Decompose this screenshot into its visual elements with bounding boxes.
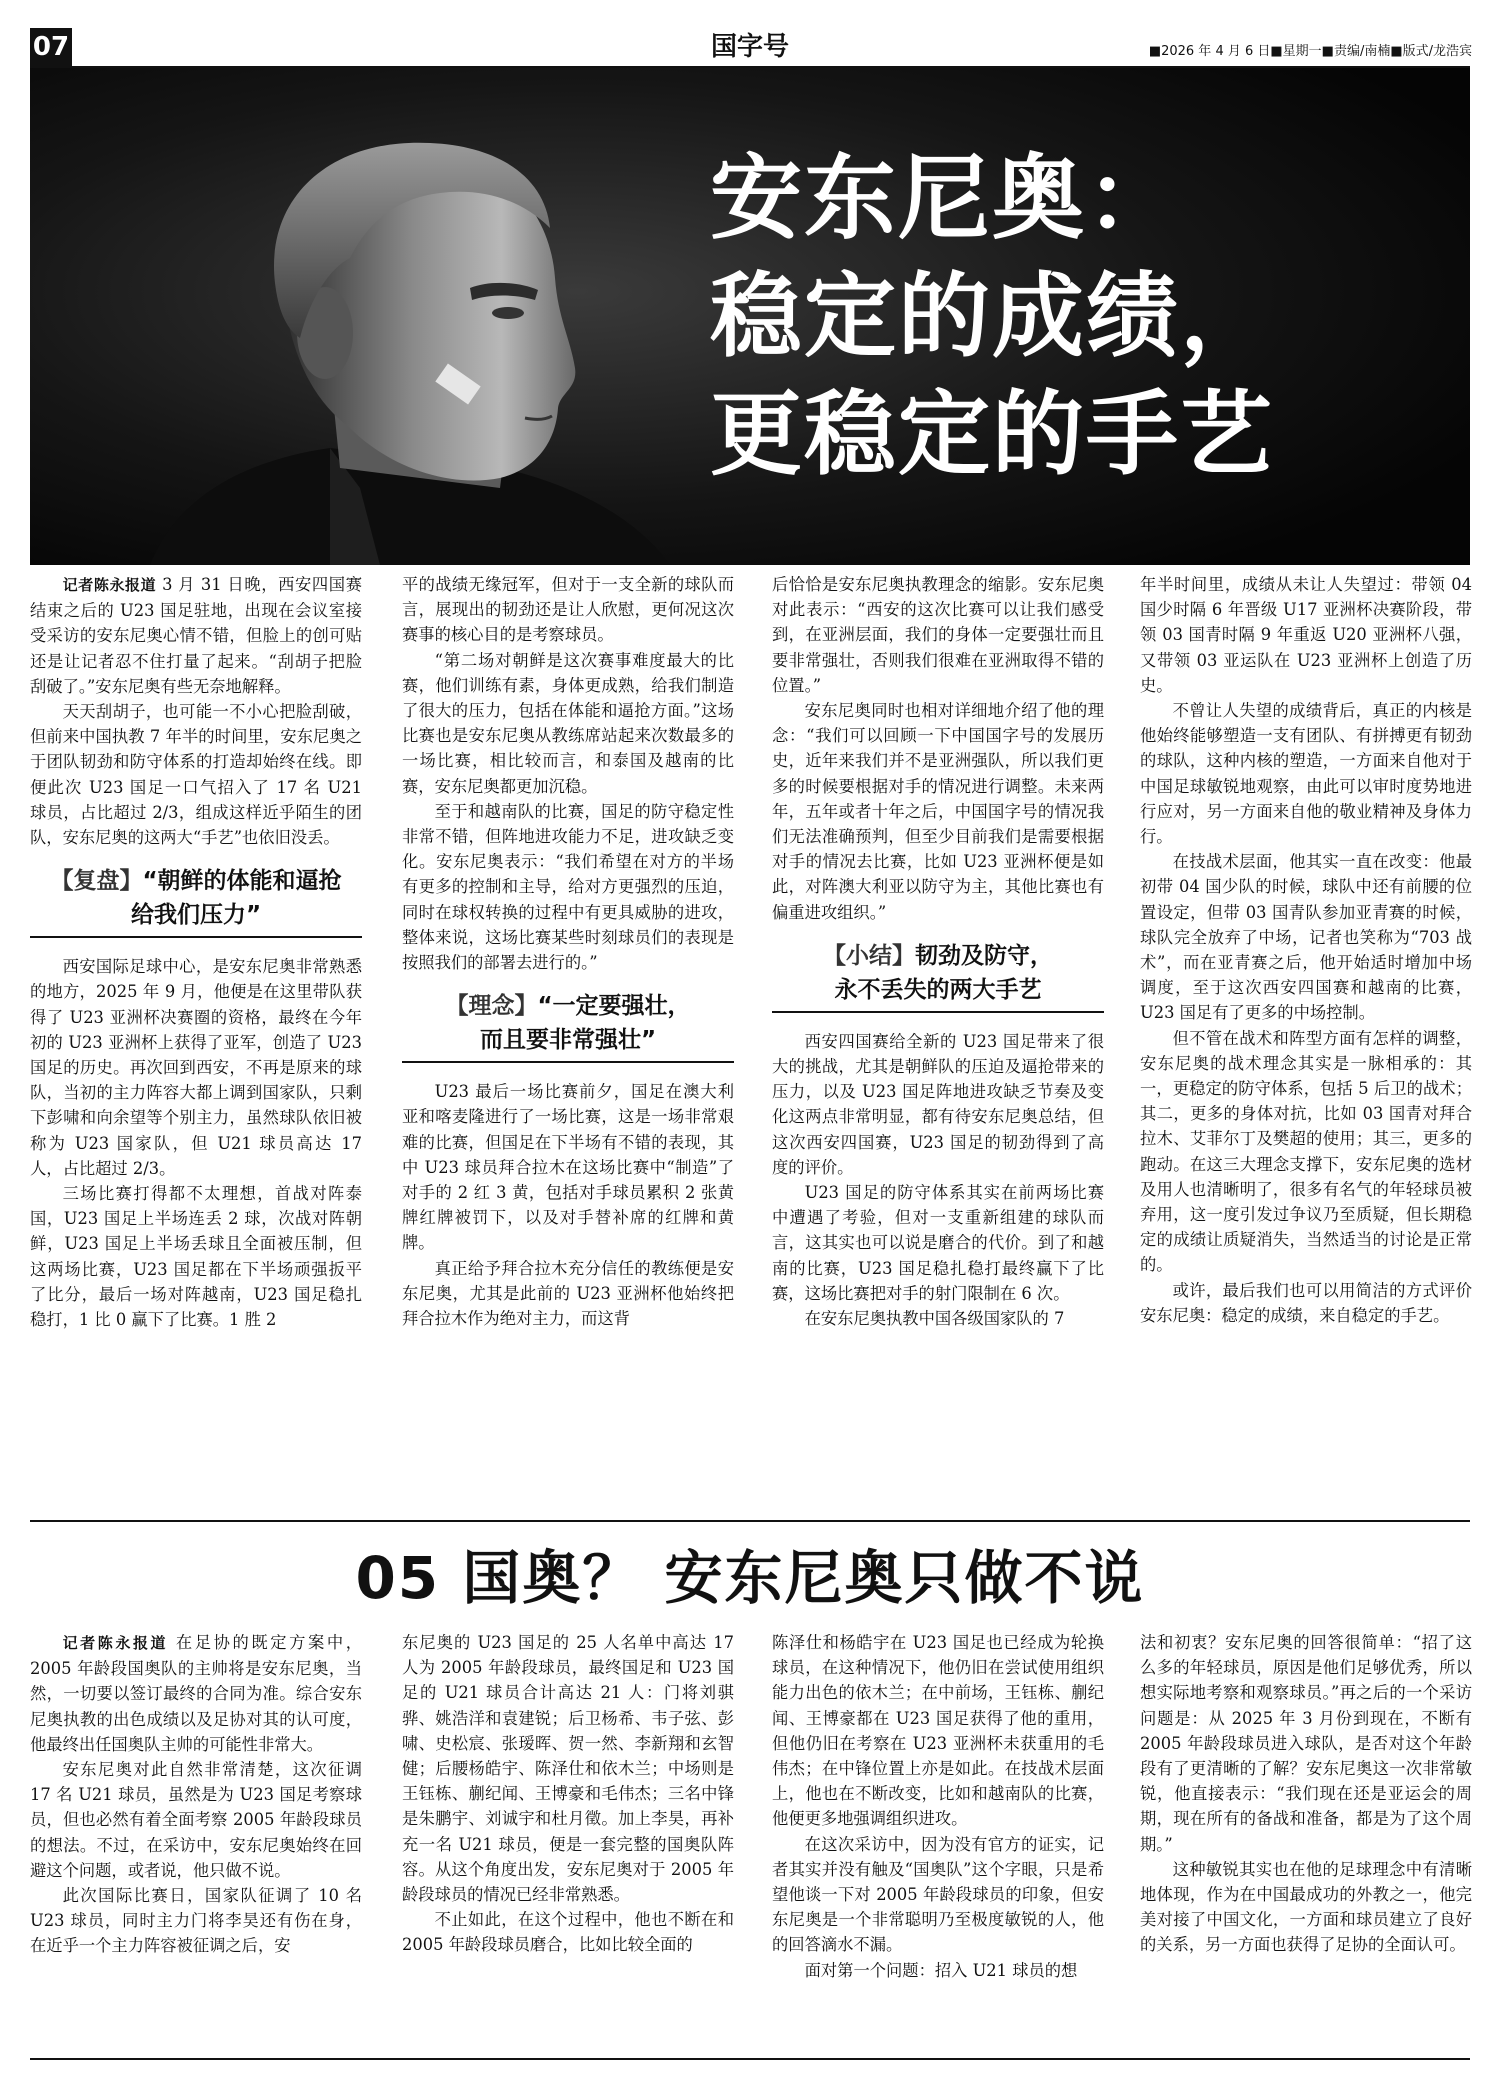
- headline-line-1: 安东尼奥：: [710, 145, 1181, 252]
- article2-column-2: [402, 1630, 734, 1958]
- article2-column-4: [1140, 1630, 1472, 1958]
- article2-col2-para-1: 东尼奥的 U23 国足的 25 人名单中高达 17 人为 2005 年龄段球员，最终国足和 U23 国足的 U21 球员合计高达 21 人：门将刘骐骅、姚浩洋和袁建锐；后卫杨希、韦子弦、彭啸、史松宸、张瑷晖、贺一然、李新翔和玄智健；后腰杨皓宇、陈泽仕和依木兰；中场则是王钰栋、蒯纪闻、王博豪和毛伟杰；三名中锋是朱鹏宇、刘诚宇和杜月徵。加上李昊，再补充一名 U21 球员，便是一套完整的国奥队阵容。从这个角度出发，安东尼奥对于 2005 年龄段球员的情况已经非常熟悉。: [402, 1633, 734, 1905]
- subhead-fupan-line-1: “朝鲜的体能和逼抢: [142, 868, 342, 895]
- article1-column-2: [402, 572, 734, 1331]
- article1-col1-para-1: [30, 572, 362, 699]
- subhead-linian-line-2: 而且要非常强壮”: [479, 1027, 657, 1054]
- article1-col4-para-1: 年半时间里，成绩从未让人失望过：带领 04 国少时隔 6 年晋级 U17 亚洲杯决赛阶段，带领 03 国青时隔 9 年重返 U20 亚洲杯八强，又带领 03 亚运队在 U23 亚洲杯上创造了历史。: [1140, 575, 1472, 695]
- article-divider: [30, 1520, 1470, 1522]
- subhead-xiaojie-line-1: 韧劲及防守，: [915, 942, 1053, 969]
- article2-col4-para-1: 法和初衷？安东尼奥的回答很简单：“招了这么多的年轻球员，原因是他们足够优秀，所以想实际地考察和观察球员。”再之后的一个采访问题是：从 2025 年 3 月份到现在，不断有 2005 年龄段球员进入球队，是否对这个年龄段有了更清晰的了解？安东尼奥这一次非常敏锐，他直接表示：“我们现在还是亚运会的周期，现在所有的备战和准备，都是为了这个周期。”: [1140, 1633, 1472, 1854]
- article2-col1-para-1: [30, 1630, 362, 1757]
- article2-col3-para-1: 陈泽仕和杨皓宇在 U23 国足也已经成为轮换球员，在这种情况下，他仍旧在尝试使用组织能力出色的依木兰；在中前场，王钰栋、蒯纪闻、王博豪都在 U23 国足获得了他的重用，但他仍旧在考察在 U23 亚洲杯未获重用的毛伟杰；在中锋位置上亦是如此。在技战术层面上，他也在不断改变，比如和越南队的比赛，他便更多地强调组织进攻。: [772, 1633, 1104, 1829]
- article2-byline: 记者陈永报道: [62, 1634, 169, 1652]
- article2-headline: 05 国奥？ 安东尼奥只做不说: [355, 1544, 1145, 1612]
- article1-byline: 记者陈永报道: [62, 576, 157, 594]
- subhead-fupan-line-2: 给我们压力”: [130, 902, 262, 929]
- subhead-linian-line-1: “一定要强壮，: [537, 993, 691, 1020]
- article1-column-1: [30, 572, 362, 1332]
- footer-rule: [30, 2058, 1470, 2060]
- article1-col4-para-5: 或许，最后我们也可以用简洁的方式评价安东尼奥：稳定的成绩，来自稳定的手艺。: [1140, 1280, 1472, 1325]
- article1-col3-para-5: 在安东尼奥执教中国各级国家队的 7: [804, 1309, 1065, 1329]
- subhead-fupan-tag: 【复盘】: [50, 868, 143, 895]
- article1-col4-para-2: 不曾让人失望的成绩背后，真正的内核是他始终能够塑造一支有团队、有拼搏更有韧劲的球队，这种内核的塑造，一方面来自他对于中国足球敏锐地观察，由此可以审时度势地进行应对，另一方面来自他的敬业精神及身体力行。: [1140, 701, 1472, 847]
- article1-col4-para-4: 但不管在战术和阵型方面有怎样的调整，安东尼奥的战术理念其实是一脉相承的：其一，更稳定的防守体系，包括 5 后卫的战术；其二，更多的身体对抗，比如 03 国青对拜合拉木、艾菲尔丁及樊超的使用；其三，更多的跑动。在这三大理念支撑下，安东尼奥的选材及用人也清晰明了，很多有名气的年轻球员被弃用，这一度引发过争议乃至质疑，但长期稳定的成绩让质疑消失，当然适当的讨论是正常的。: [1140, 1028, 1472, 1275]
- article2-col1-para-2: 安东尼奥对此自然非常清楚，这次征调 17 名 U21 球员，虽然是为 U23 国足考察球员，但也必然有着全面考察 2005 年龄段球员的想法。不过，在采访中，安东尼奥始终在回避这个问题，或者说，他只做不说。: [30, 1760, 362, 1880]
- article1-col1-para-4: 三场比赛打得都不太理想，首战对阵泰国，U23 国足上半场连丢 2 球，次战对阵朝鲜，U23 国足上半场丢球且全面被压制，但这两场比赛，U23 国足都在下半场顽强扳平了比分，最后一场对阵越南，U23 国足稳扎稳打，1 比 0 赢下了比赛。1 胜 2: [30, 1184, 362, 1330]
- article1-col1-para-2: 天天刮胡子，也可能一不小心把脸刮破，但前来中国执教 7 年半的时间里，安东尼奥之于团队韧劲和防守体系的打造却始终在线。即便此次 U23 国足一口气招入了 17 名 U21 球员，占比超过 2/3，组成这样近乎陌生的团队，安东尼奥的这两大“手艺”也依旧没丢。: [30, 702, 362, 848]
- article2-column-3: [772, 1630, 1104, 1983]
- subhead-xiaojie-tag: 【小结】: [823, 942, 915, 969]
- article1-col1-para-3: 西安国际足球中心，是安东尼奥非常熟悉的地方，2025 年 9 月，他便是在这里带队获得了 U23 亚洲杯决赛圈的资格，最终在今年初的 U23 亚洲杯上获得了亚军，创造了 U23 国足的历史。再次回到西安，不再是原来的球队，当初的主力阵容大都上调到国家队，只剩下彭啸和向余望等个别主力，虽然球队依旧被称为 U23 国家队，但 U21 球员高达 17 人，占比超过 2/3。: [30, 957, 362, 1178]
- article1-col2-para-2: “第二场对朝鲜是这次赛事难度最大的比赛，他们训练有素，身体更成熟，给我们制造了很大的压力，包括在体能和逼抢方面。”这场比赛也是安东尼奥从教练席站起来次数最多的一场比赛，相比较而言，和泰国及越南的比赛，安东尼奥都更加沉稳。: [402, 650, 734, 796]
- article2-col2-para-2: 不止如此，在这个过程中，他也不断在和 2005 年龄段球员磨合，比如比较全面的: [402, 1910, 734, 1955]
- article2-col1-para-1-text: 在足协的既定方案中，2005 年龄段国奥队的主帅将是安东尼奥，当然，一切要以签订最终的合同为准。综合安东尼奥执教的出色成绩以及足协对其的认可度，他最终出任国奥队主帅的可能性非常大。: [30, 1633, 362, 1754]
- page-number: 07: [30, 28, 72, 66]
- article1-col2-para-5: 真正给予拜合拉木充分信任的教练便是安东尼奥，尤其是此前的 U23 亚洲杯他始终把拜合拉木作为绝对主力，而这背: [402, 1258, 734, 1329]
- article1-col2-para-1: 平的战绩无缘冠军，但对于一支全新的球队而言，展现出的韧劲还是让人欣慰，更何况这次赛事的核心目的是考察球员。: [402, 575, 734, 645]
- subhead-fupan: [30, 864, 362, 938]
- subhead-xiaojie-line-2: 永不丢失的两大手艺: [834, 976, 1042, 1003]
- article1-col2-para-4: U23 最后一场比赛前夕，国足在澳大利亚和喀麦隆进行了一场比赛，这是一场非常艰难的比赛，但国足在下半场有不错的表现，其中 U23 球员拜合拉木在这场比赛中“制造”了对手的 2 红 3 黄，包括对手球员累积 2 张黄牌红牌被罚下，以及对手替补席的红牌和黄牌。: [402, 1082, 734, 1253]
- article2-col3-para-2: 在这次采访中，因为没有官方的证实，记者其实并没有触及“国奥队”这个字眼，只是希望他谈一下对 2005 年龄段球员的印象，但安东尼奥是一个非常聪明乃至极度敏锐的人，他的回答滴水不漏。: [772, 1834, 1104, 1955]
- headline-line-2: 稳定的成绩，: [710, 263, 1275, 370]
- article2-col1-para-3: 此次国际比赛日，国家队征调了 10 名 U23 球员，同时主力门将李昊还有伤在身，在近乎一个主力阵容被征调之后，安: [30, 1886, 362, 1956]
- article2-col3-para-3: 面对第一个问题：招入 U21 球员的想: [804, 1960, 1078, 1980]
- article1-col1-para-1-text: 3 月 31 日晚，西安四国赛结束之后的 U23 国足驻地，出现在会议室接受采访的安东尼奥心情不错，但脸上的创可贴还是让记者忍不住打量了起来。“刮胡子把脸刮破了。”安东尼奥有些无奈地解释。: [30, 575, 362, 696]
- article1-column-3: [772, 572, 1104, 1331]
- article1-column-4: [1140, 572, 1472, 1328]
- hero-headline: [710, 140, 1470, 494]
- subhead-linian-tag: 【理念】: [445, 993, 538, 1020]
- article2-column-1: [30, 1630, 362, 1959]
- subhead-linian: [402, 989, 734, 1063]
- date-line: ■2026 年 4 月 6 日■星期一■责编/南楠■版式/龙浩宾: [1148, 44, 1472, 59]
- article1-col2-para-3: 至于和越南队的比赛，国足的防守稳定性非常不错，但阵地进攻能力不足，进攻缺乏变化。安东尼奥表示：“我们希望在对方的半场有更多的控制和主导，给对方更强烈的压迫，同时在球权转换的过程中有更具威胁的进攻，整体来说，这场比赛某些时刻球员们的表现是按照我们的部署去进行的。”: [402, 801, 734, 973]
- article2-col4-para-2: 这种敏锐其实也在他的足球理念中有清晰地体现，作为在中国最成功的外教之一，他完美对接了中国文化，一方面和球员建立了良好的关系，另一方面也获得了足协的全面认可。: [1140, 1859, 1472, 1955]
- article1-col3-para-4: U23 国足的防守体系其实在前两场比赛中遭遇了考验，但对一支重新组建的球队而言，这其实也可以说是磨合的代价。到了和越南的比赛，U23 国足稳扎稳打最终赢下了比赛，这场比赛把对手的射门限制在 6 次。: [772, 1183, 1104, 1303]
- article1-col3-para-3: 西安四国赛给全新的 U23 国足带来了很大的挑战，尤其是朝鲜队的压迫及逼抢带来的压力，以及 U23 国足阵地进攻缺乏节奏及变化这两点非常明显，都有待安东尼奥总结，但这次西安四国赛，U23 国足的韧劲得到了高度的评价。: [772, 1031, 1104, 1177]
- article1-col3-para-2: 安东尼奥同时也相对详细地介绍了他的理念：“我们可以回顾一下中国国字号的发展历史，近年来我们并不是亚洲强队，所以我们更多的时候要根据对手的情况进行调整。未来两年，五年或者十年之后，中国国字号的情况我们无法准确预判，但至少目前我们是需要根据对手的情况去比赛，比如 U23 亚洲杯便是如此，对阵澳大利亚以防守为主，其他比赛也有偏重进攻组织。”: [772, 701, 1104, 922]
- headline-line-3: 更稳定的手艺: [710, 381, 1275, 488]
- article1-col3-para-1: 后恰恰是安东尼奥执教理念的缩影。安东尼奥对此表示：“西安的这次比赛可以让我们感受到，在亚洲层面，我们的身体一定要强壮而且要非常强壮，否则我们很难在亚洲取得不错的位置。”: [772, 575, 1104, 695]
- section-title: 国字号: [710, 32, 789, 62]
- article1-col4-para-3: 在技战术层面，他其实一直在改变：他最初带 04 国少队的时候，球队中还有前腰的位置设定，但带 03 国青队参加亚青赛的时候，球队完全放弃了中场，记者也笑称为“703 战术”，而在亚青赛之后，他开始适时增加中场调度，至于这次西安四国赛和越南的比赛，U23 国足有了更多的中场控制。: [1140, 852, 1472, 1023]
- subhead-xiaojie: [772, 939, 1104, 1013]
